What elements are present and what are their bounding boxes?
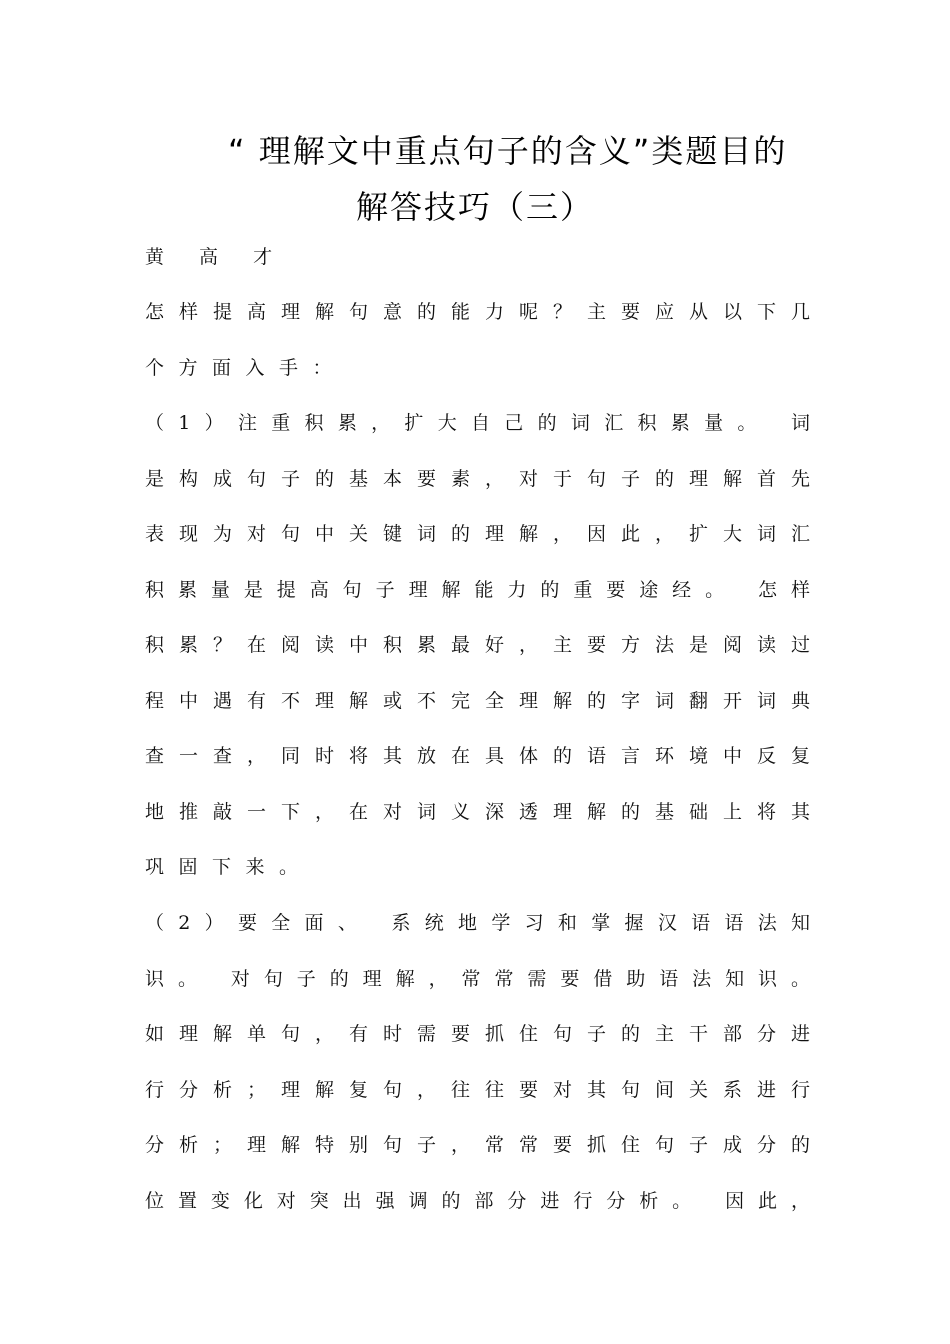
body-line: （1）注重积累，扩大自己的词汇积累量。 词 [145,412,810,434]
body-line: 表现为对句中关键词的理解，因此，扩大词汇 [145,523,810,545]
body-line: 识。 对句子的理解，常常需要借助语法知识。 [145,968,810,990]
body-line: 怎样提高理解句意的能力呢？主要应从以下几 [145,301,810,323]
body-line: 程中遇有不理解或不完全理解的字词翻开词典 [145,690,810,712]
author-name: 黄 高 才 [145,246,287,268]
body-line: 个方面入手： [145,357,347,379]
body-line: 积累？在阅读中积累最好，主要方法是阅读过 [145,634,810,656]
body-line: 行分析；理解复句，往往要对其句间关系进行 [145,1079,810,1101]
document-title-line-2: 解答技巧（三） [356,188,595,226]
document-title-line-1: “ 理解文中重点句子的含义”类题目的 [228,132,788,170]
body-line: 位置变化对突出强调的部分进行分析。 因此， [145,1190,810,1212]
body-line: 如理解单句，有时需要抓住句子的主干部分进 [145,1023,810,1045]
body-line: 分析；理解特别句子，常常要抓住句子成分的 [145,1134,810,1156]
body-line: 查一查，同时将其放在具体的语言环境中反复 [145,745,810,767]
body-line: 积累量是提高句子理解能力的重要途经。 怎样 [145,579,810,601]
body-line: （2）要全面、 系统地学习和掌握汉语语法知 [145,912,810,934]
body-line: 巩固下来。 [145,856,313,878]
body-line: 地推敲一下，在对词义深透理解的基础上将其 [145,801,810,823]
body-line: 是构成句子的基本要素，对于句子的理解首先 [145,468,810,490]
